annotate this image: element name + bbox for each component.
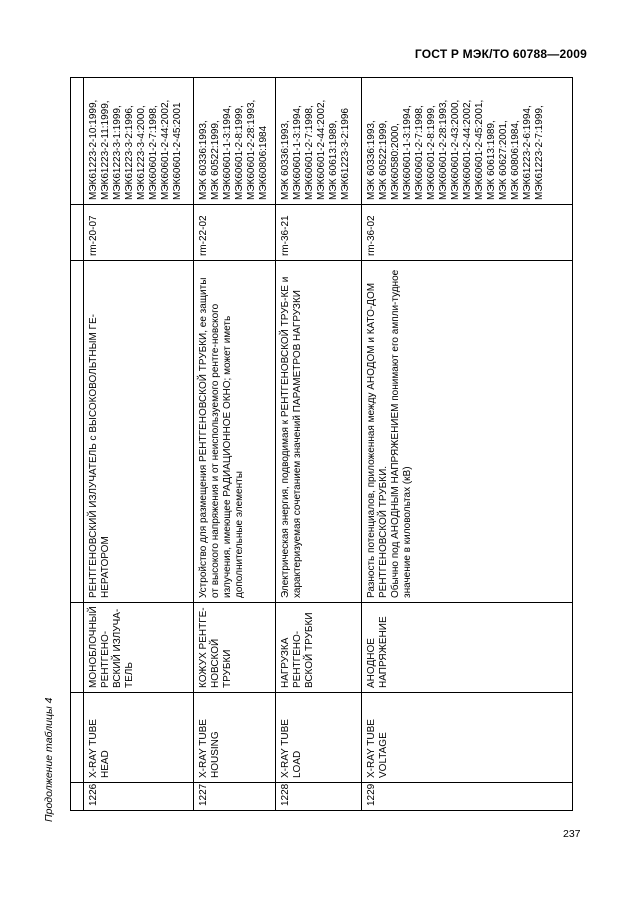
term-definition: Устройство для размещения РЕНТГЕНОВСКОЙ ТРУБКИ, ее защиты от высокого напряжения и от неиспользуемого рентге-новского излучения, имеющее РАДИАЦИОННОЕ ОКНО; может иметь дополнительные элементы xyxy=(194,261,276,603)
terms-table xyxy=(70,77,573,811)
term-russian: МОНОБЛОЧНЫЙ РЕНТГЕНО-ВСКИЙ ИЗЛУЧА-ТЕЛЬ xyxy=(84,603,194,693)
term-number: 1229 xyxy=(362,783,573,811)
term-code: rm-20-07 xyxy=(84,205,194,261)
term-references: МЭК 60336:1993, МЭК 60522:1999, МЭК60580:2000, МЭК60601-1-3:1994, МЭК60601-2-7:1998, МЭК60601-2-8:1999, МЭК60601-2-28:1993, МЭК60601-2-43:2000, МЭК60601-2-44:2002, МЭК60601-2-45:2001, МЭК 60613:1989, МЭК 60627:2001, МЭК 60806:1984, МЭК61223-2-6:1994, МЭК61223-2-7:1999, xyxy=(362,78,573,205)
term-code: rm-22-02 xyxy=(194,205,276,261)
document-header: ГОСТ Р МЭК/ТО 60788—2009 xyxy=(414,47,587,61)
table-row xyxy=(84,78,194,811)
table-header-row xyxy=(71,78,84,811)
term-references: МЭК61223-2-10:1999, МЭК61223-2-11:1999, МЭК61223-3-1:1999, МЭК61223-3-2:1996, МЭК61223-3-4:2000, МЭК60601-2-7:1998, МЭК60601-2-44:2002, МЭК60601-2-45:2001 xyxy=(84,78,194,205)
term-english: X-RAY TUBE HOUSING xyxy=(194,693,276,783)
term-definition: Электрическая энергия, подводимая к РЕНТГЕНОВСКОЙ ТРУБ-КЕ и характеризуемая сочетанием значений ПАРАМЕТРОВ НАГРУЗКИ xyxy=(276,261,362,603)
term-number: 1226 xyxy=(84,783,194,811)
term-code: rm-36-21 xyxy=(276,205,362,261)
term-code: rm-36-02 xyxy=(362,205,573,261)
page-number: 237 xyxy=(563,828,581,840)
term-number: 1227 xyxy=(194,783,276,811)
term-definition: Разность потенциалов, приложенная между АНОДОМ и КАТО-ДОМ РЕНТГЕНОВСКОЙ ТРУБКИ. Обычно под АНОДНЫМ НАПРЯЖЕНИЕМ понимают его ампли-тудное значение в киловольтах (кВ) xyxy=(362,261,573,603)
term-russian: НАГРУЗКА РЕНТГЕНО-ВСКОЙ ТРУБКИ xyxy=(276,603,362,693)
table-row xyxy=(362,78,573,811)
term-english: X-RAY TUBE LOAD xyxy=(276,693,362,783)
term-russian: АНОДНОЕ НАПРЯЖЕНИЕ xyxy=(362,603,573,693)
term-references: МЭК 60336:1993, МЭК60601-1-3:1994, МЭК60601-2-7:1998, МЭК60601-2-44:2002, МЭК 60613:1989, МЭК61223-3-2:1996 xyxy=(276,78,362,205)
term-english: X-RAY TUBE HEAD xyxy=(84,693,194,783)
term-russian: КОЖУХ РЕНТГЕ-НОВСКОЙ ТРУБКИ xyxy=(194,603,276,693)
term-definition: РЕНТГЕНОВСКИЙ ИЗЛУЧАТЕЛЬ с ВЫСОКОВОЛЬТНЫМ ГЕ-НЕРАТОРОМ xyxy=(84,261,194,603)
term-english: X-RAY TUBE VOLTAGE xyxy=(362,693,573,783)
term-number: 1228 xyxy=(276,783,362,811)
table-row xyxy=(276,78,362,811)
rotated-table-area xyxy=(70,78,573,811)
table-caption: Продолжение таблицы 4 xyxy=(43,697,55,822)
term-references: МЭК 60336:1993, МЭК 60522:1999, МЭК60601-1-3:1994, МЭК60601-2-8:1999, МЭК60601-2-28:1993, МЭК60806:1984 xyxy=(194,78,276,205)
table-row xyxy=(194,78,276,811)
